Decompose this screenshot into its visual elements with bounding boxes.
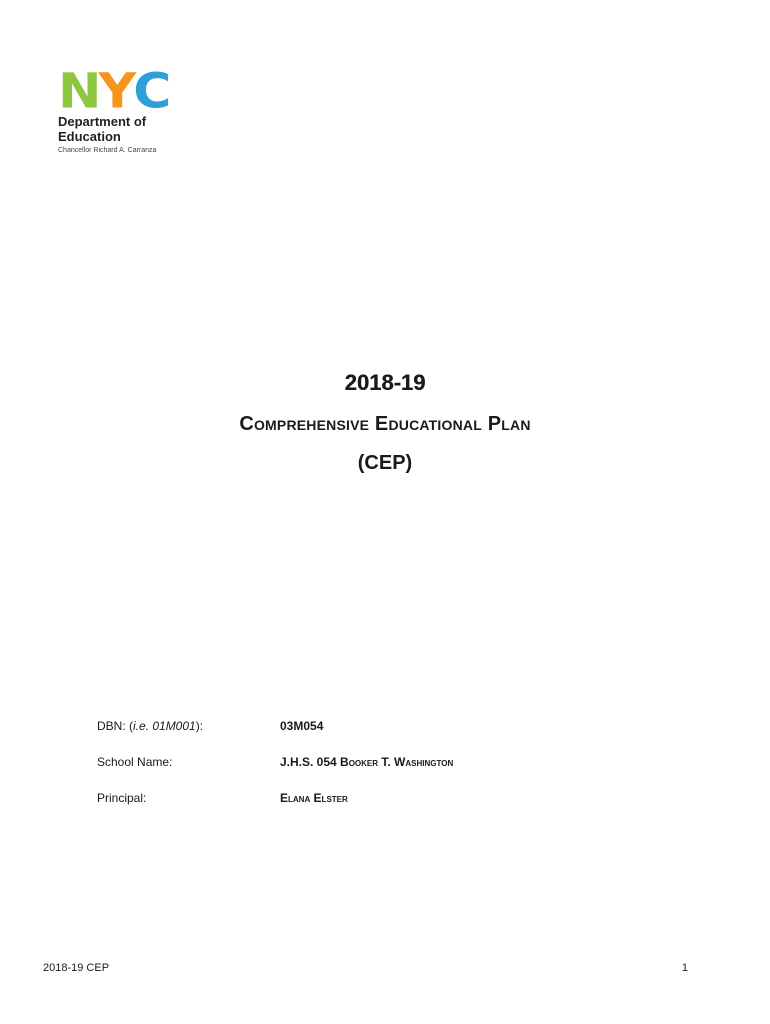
dbn-label-prefix: DBN: ( <box>97 719 133 733</box>
nyc-doe-logo <box>58 66 198 156</box>
logo-letter-c: C <box>133 64 169 120</box>
logo-chancellor: Chancellor Richard A. Carranza <box>58 147 157 154</box>
logo-letter-n: N <box>58 64 99 120</box>
logo-department-line1: Department of <box>58 114 147 129</box>
dbn-label-suffix: ): <box>195 719 204 733</box>
title-main: Comprehensive Educational Plan <box>239 413 531 435</box>
dbn-label <box>97 716 280 736</box>
title-subtitle: (CEP) <box>357 452 413 474</box>
info-row-dbn <box>97 716 657 736</box>
title-year: 2018-19 <box>344 370 426 395</box>
school-name-label: School Name: <box>97 755 173 769</box>
nyc-logo-mark <box>58 64 198 120</box>
page-number: 1 <box>681 962 688 974</box>
school-name-value: J.H.S. 054 Booker T. Washington <box>280 755 454 769</box>
school-info <box>97 716 657 824</box>
footer-title: 2018-19 CEP <box>43 962 110 974</box>
principal-value: Elana Elster <box>280 791 348 805</box>
document-title <box>0 368 770 477</box>
principal-label: Principal: <box>97 791 147 805</box>
dbn-value: 03M054 <box>280 719 324 733</box>
info-row-school <box>97 752 657 772</box>
info-row-principal <box>97 788 657 808</box>
dbn-label-example: i.e. 01M001 <box>133 719 196 733</box>
logo-letter-y: Y <box>98 64 134 120</box>
logo-department-line2: Education <box>58 129 121 144</box>
